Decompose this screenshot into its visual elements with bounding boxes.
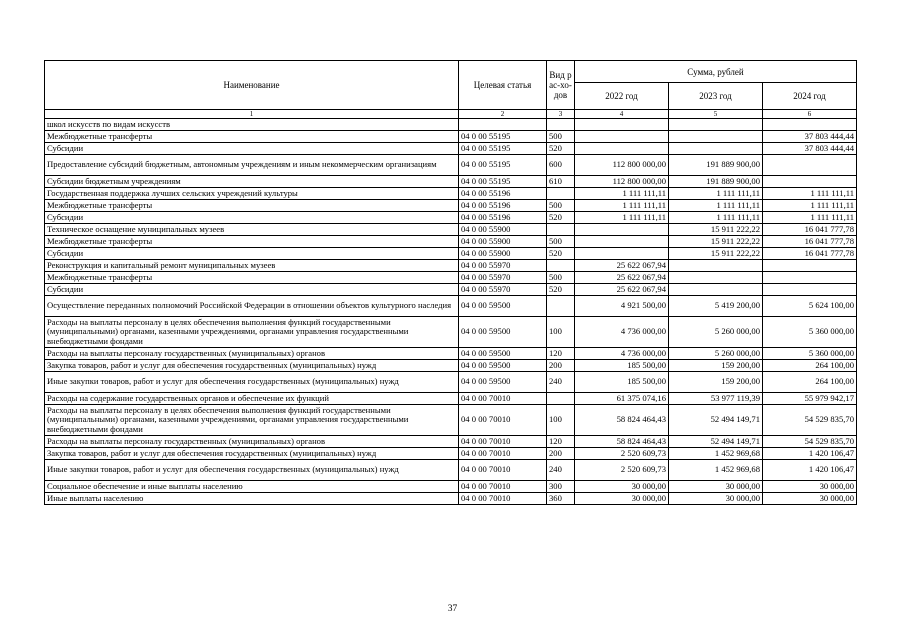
cell-name: Закупка товаров, работ и услуг для обеспечения государственных (муниципальных) нужд	[45, 360, 459, 372]
cell-amount-2024: 5 360 000,00	[763, 348, 857, 360]
cell-amount-2022: 2 520 609,73	[575, 460, 669, 481]
cell-amount-2024	[763, 272, 857, 284]
cell-expense-type	[547, 119, 575, 131]
cell-amount-2022	[575, 224, 669, 236]
cell-target-article: 04 0 00 59500	[459, 360, 547, 372]
cell-amount-2023: 5 419 200,00	[669, 296, 763, 317]
header-name: Наименование	[45, 61, 459, 110]
cell-name: Субсидии бюджетным учреждениям	[45, 176, 459, 188]
header-year-2024: 2024 год	[763, 83, 857, 110]
cell-amount-2022: 4 921 500,00	[575, 296, 669, 317]
table-row	[45, 481, 857, 493]
cell-name: Расходы на выплаты персоналу государственных (муниципальных) органов	[45, 436, 459, 448]
cell-target-article: 04 0 00 70010	[459, 448, 547, 460]
cell-expense-type: 500	[547, 236, 575, 248]
cell-amount-2023: 1 111 111,11	[669, 188, 763, 200]
table-body	[45, 119, 857, 505]
cell-amount-2023	[669, 272, 763, 284]
cell-expense-type	[547, 393, 575, 405]
cell-amount-2024: 54 529 835,70	[763, 436, 857, 448]
cell-amount-2024	[763, 155, 857, 176]
table-row	[45, 284, 857, 296]
table-row	[45, 360, 857, 372]
cell-amount-2022	[575, 119, 669, 131]
cell-target-article: 04 0 00 70010	[459, 436, 547, 448]
table-row	[45, 272, 857, 284]
table-row	[45, 317, 857, 348]
table-row	[45, 260, 857, 272]
cell-amount-2023: 1 111 111,11	[669, 212, 763, 224]
cell-target-article: 04 0 00 55900	[459, 248, 547, 260]
table-row	[45, 155, 857, 176]
cell-amount-2024: 30 000,00	[763, 493, 857, 505]
cell-target-article	[459, 119, 547, 131]
cell-amount-2023: 52 494 149,71	[669, 436, 763, 448]
cell-amount-2023: 191 889 900,00	[669, 176, 763, 188]
cell-amount-2024: 1 111 111,11	[763, 188, 857, 200]
cell-expense-type: 610	[547, 176, 575, 188]
budget-table	[44, 60, 857, 505]
header-year-2023: 2023 год	[669, 83, 763, 110]
cell-expense-type: 520	[547, 143, 575, 155]
cell-amount-2022: 2 520 609,73	[575, 448, 669, 460]
cell-amount-2022: 25 622 067,94	[575, 260, 669, 272]
column-number-2: 2	[459, 110, 547, 119]
cell-amount-2024: 37 803 444,44	[763, 131, 857, 143]
cell-amount-2023: 30 000,00	[669, 493, 763, 505]
cell-target-article: 04 0 00 59500	[459, 348, 547, 360]
cell-amount-2022: 1 111 111,11	[575, 200, 669, 212]
cell-target-article: 04 0 00 55196	[459, 212, 547, 224]
cell-expense-type: 240	[547, 460, 575, 481]
header-sum: Сумма, рублей	[575, 61, 857, 83]
cell-name: Государственная поддержка лучших сельских учреждений культуры	[45, 188, 459, 200]
cell-amount-2023: 5 260 000,00	[669, 348, 763, 360]
cell-amount-2022	[575, 131, 669, 143]
cell-amount-2024	[763, 284, 857, 296]
cell-name: Осуществление переданных полномочий Российской Федерации в отношении объектов культурного наследия	[45, 296, 459, 317]
cell-amount-2022: 25 622 067,94	[575, 272, 669, 284]
cell-target-article: 04 0 00 55900	[459, 224, 547, 236]
cell-amount-2024: 30 000,00	[763, 481, 857, 493]
cell-target-article: 04 0 00 55195	[459, 155, 547, 176]
cell-target-article: 04 0 00 70010	[459, 481, 547, 493]
cell-name: Межбюджетные трансферты	[45, 200, 459, 212]
cell-expense-type	[547, 224, 575, 236]
cell-amount-2022: 58 824 464,43	[575, 405, 669, 436]
cell-name: Иные закупки товаров, работ и услуг для обеспечения государственных (муниципальных) нужд	[45, 460, 459, 481]
table-row	[45, 212, 857, 224]
table-row	[45, 493, 857, 505]
column-number-1: 1	[45, 110, 459, 119]
column-number-4: 4	[575, 110, 669, 119]
cell-target-article: 04 0 00 70010	[459, 460, 547, 481]
cell-expense-type: 120	[547, 348, 575, 360]
table-row	[45, 372, 857, 393]
cell-amount-2024: 264 100,00	[763, 372, 857, 393]
cell-amount-2023: 159 200,00	[669, 360, 763, 372]
cell-target-article: 04 0 00 59500	[459, 317, 547, 348]
cell-amount-2024: 5 360 000,00	[763, 317, 857, 348]
table-row	[45, 436, 857, 448]
table-row	[45, 224, 857, 236]
header-target-article: Целевая статья	[459, 61, 547, 110]
page-number: 37	[447, 604, 458, 614]
cell-target-article: 04 0 00 55195	[459, 176, 547, 188]
cell-amount-2022: 112 800 000,00	[575, 155, 669, 176]
cell-expense-type: 520	[547, 212, 575, 224]
cell-target-article: 04 0 00 55195	[459, 143, 547, 155]
cell-expense-type	[547, 260, 575, 272]
cell-expense-type: 500	[547, 272, 575, 284]
table-row	[45, 176, 857, 188]
cell-expense-type: 200	[547, 448, 575, 460]
cell-amount-2022	[575, 236, 669, 248]
cell-target-article: 04 0 00 59500	[459, 372, 547, 393]
cell-amount-2023: 52 494 149,71	[669, 405, 763, 436]
cell-target-article: 04 0 00 70010	[459, 405, 547, 436]
cell-amount-2024: 264 100,00	[763, 360, 857, 372]
cell-amount-2024: 16 041 777,78	[763, 236, 857, 248]
cell-name: Субсидии	[45, 284, 459, 296]
cell-expense-type: 200	[547, 360, 575, 372]
cell-amount-2024: 16 041 777,78	[763, 248, 857, 260]
table-row	[45, 143, 857, 155]
cell-name: Иные закупки товаров, работ и услуг для обеспечения государственных (муниципальных) нужд	[45, 372, 459, 393]
cell-amount-2022: 185 500,00	[575, 372, 669, 393]
cell-name: школ искусств по видам искусств	[45, 119, 459, 131]
cell-target-article: 04 0 00 55970	[459, 260, 547, 272]
cell-target-article: 04 0 00 55900	[459, 236, 547, 248]
cell-amount-2024: 54 529 835,70	[763, 405, 857, 436]
cell-name: Техническое оснащение муниципальных музеев	[45, 224, 459, 236]
table-row	[45, 296, 857, 317]
cell-amount-2022: 30 000,00	[575, 481, 669, 493]
table-row	[45, 119, 857, 131]
cell-target-article: 04 0 00 59500	[459, 296, 547, 317]
cell-target-article: 04 0 00 55970	[459, 272, 547, 284]
cell-amount-2022: 1 111 111,11	[575, 188, 669, 200]
cell-name: Субсидии	[45, 143, 459, 155]
cell-name: Иные выплаты населению	[45, 493, 459, 505]
column-number-6: 6	[763, 110, 857, 119]
cell-amount-2022: 4 736 000,00	[575, 348, 669, 360]
table-row	[45, 460, 857, 481]
cell-amount-2022	[575, 248, 669, 260]
cell-expense-type: 240	[547, 372, 575, 393]
cell-target-article: 04 0 00 55196	[459, 188, 547, 200]
header-year-2022: 2022 год	[575, 83, 669, 110]
cell-expense-type: 520	[547, 284, 575, 296]
cell-amount-2023: 191 889 900,00	[669, 155, 763, 176]
cell-amount-2024: 55 979 942,17	[763, 393, 857, 405]
cell-expense-type: 500	[547, 200, 575, 212]
column-number-3: 3	[547, 110, 575, 119]
cell-name: Расходы на выплаты персоналу в целях обеспечения выполнения функций государственными (муниципальными) органами, казенными учреждениями, органами управления государственными внебюджетными фондами	[45, 405, 459, 436]
cell-expense-type: 120	[547, 436, 575, 448]
cell-amount-2022: 112 800 000,00	[575, 176, 669, 188]
table-row	[45, 393, 857, 405]
cell-amount-2023	[669, 260, 763, 272]
cell-amount-2024: 5 624 100,00	[763, 296, 857, 317]
cell-name: Расходы на содержание государственных органов и обеспечение их функций	[45, 393, 459, 405]
column-number-5: 5	[669, 110, 763, 119]
cell-amount-2023	[669, 131, 763, 143]
table-row	[45, 131, 857, 143]
cell-amount-2022: 4 736 000,00	[575, 317, 669, 348]
cell-amount-2023: 15 911 222,22	[669, 236, 763, 248]
cell-target-article: 04 0 00 55970	[459, 284, 547, 296]
cell-expense-type: 100	[547, 317, 575, 348]
cell-amount-2024: 1 420 106,47	[763, 460, 857, 481]
cell-target-article: 04 0 00 70010	[459, 393, 547, 405]
cell-amount-2022: 185 500,00	[575, 360, 669, 372]
cell-amount-2023: 5 260 000,00	[669, 317, 763, 348]
cell-name: Закупка товаров, работ и услуг для обеспечения государственных (муниципальных) нужд	[45, 448, 459, 460]
table-row	[45, 188, 857, 200]
cell-amount-2023: 15 911 222,22	[669, 248, 763, 260]
cell-amount-2024: 37 803 444,44	[763, 143, 857, 155]
cell-name: Межбюджетные трансферты	[45, 236, 459, 248]
cell-amount-2023: 1 452 969,68	[669, 460, 763, 481]
cell-name: Субсидии	[45, 212, 459, 224]
header-expense-type: Вид рас-хо-дов	[547, 61, 575, 110]
cell-expense-type	[547, 188, 575, 200]
cell-name: Межбюджетные трансферты	[45, 131, 459, 143]
cell-amount-2022: 30 000,00	[575, 493, 669, 505]
cell-amount-2022: 1 111 111,11	[575, 212, 669, 224]
cell-target-article: 04 0 00 55195	[459, 131, 547, 143]
cell-name: Реконструкция и капитальный ремонт муниципальных музеев	[45, 260, 459, 272]
table-row	[45, 248, 857, 260]
cell-expense-type: 600	[547, 155, 575, 176]
table-row	[45, 448, 857, 460]
cell-amount-2023	[669, 119, 763, 131]
cell-name: Предоставление субсидий бюджетным, автономным учреждениям и иным некоммерческим организациям	[45, 155, 459, 176]
cell-expense-type	[547, 296, 575, 317]
cell-name: Субсидии	[45, 248, 459, 260]
cell-amount-2022: 25 622 067,94	[575, 284, 669, 296]
table-row	[45, 405, 857, 436]
cell-amount-2023: 159 200,00	[669, 372, 763, 393]
cell-amount-2024: 1 420 106,47	[763, 448, 857, 460]
cell-amount-2024: 16 041 777,78	[763, 224, 857, 236]
cell-amount-2022	[575, 143, 669, 155]
cell-name: Социальное обеспечение и иные выплаты населению	[45, 481, 459, 493]
cell-expense-type: 520	[547, 248, 575, 260]
cell-amount-2023: 30 000,00	[669, 481, 763, 493]
cell-target-article: 04 0 00 55196	[459, 200, 547, 212]
table-row	[45, 236, 857, 248]
cell-amount-2024	[763, 176, 857, 188]
cell-amount-2023: 1 452 969,68	[669, 448, 763, 460]
cell-expense-type: 500	[547, 131, 575, 143]
cell-name: Расходы на выплаты персоналу государственных (муниципальных) органов	[45, 348, 459, 360]
cell-amount-2022: 58 824 464,43	[575, 436, 669, 448]
cell-amount-2023: 15 911 222,22	[669, 224, 763, 236]
cell-amount-2024	[763, 119, 857, 131]
cell-name: Расходы на выплаты персоналу в целях обеспечения выполнения функций государственными (муниципальными) органами, казенными учреждениями, органами управления государственными внебюджетными фондами	[45, 317, 459, 348]
cell-expense-type: 360	[547, 493, 575, 505]
cell-amount-2024: 1 111 111,11	[763, 200, 857, 212]
cell-amount-2022: 61 375 074,16	[575, 393, 669, 405]
cell-amount-2023: 1 111 111,11	[669, 200, 763, 212]
cell-amount-2024: 1 111 111,11	[763, 212, 857, 224]
cell-name: Межбюджетные трансферты	[45, 272, 459, 284]
table-row	[45, 348, 857, 360]
cell-target-article: 04 0 00 70010	[459, 493, 547, 505]
table-header	[45, 61, 857, 119]
cell-amount-2023	[669, 143, 763, 155]
cell-expense-type: 100	[547, 405, 575, 436]
table-row	[45, 200, 857, 212]
cell-expense-type: 300	[547, 481, 575, 493]
cell-amount-2023: 53 977 119,39	[669, 393, 763, 405]
cell-amount-2024	[763, 260, 857, 272]
cell-amount-2023	[669, 284, 763, 296]
